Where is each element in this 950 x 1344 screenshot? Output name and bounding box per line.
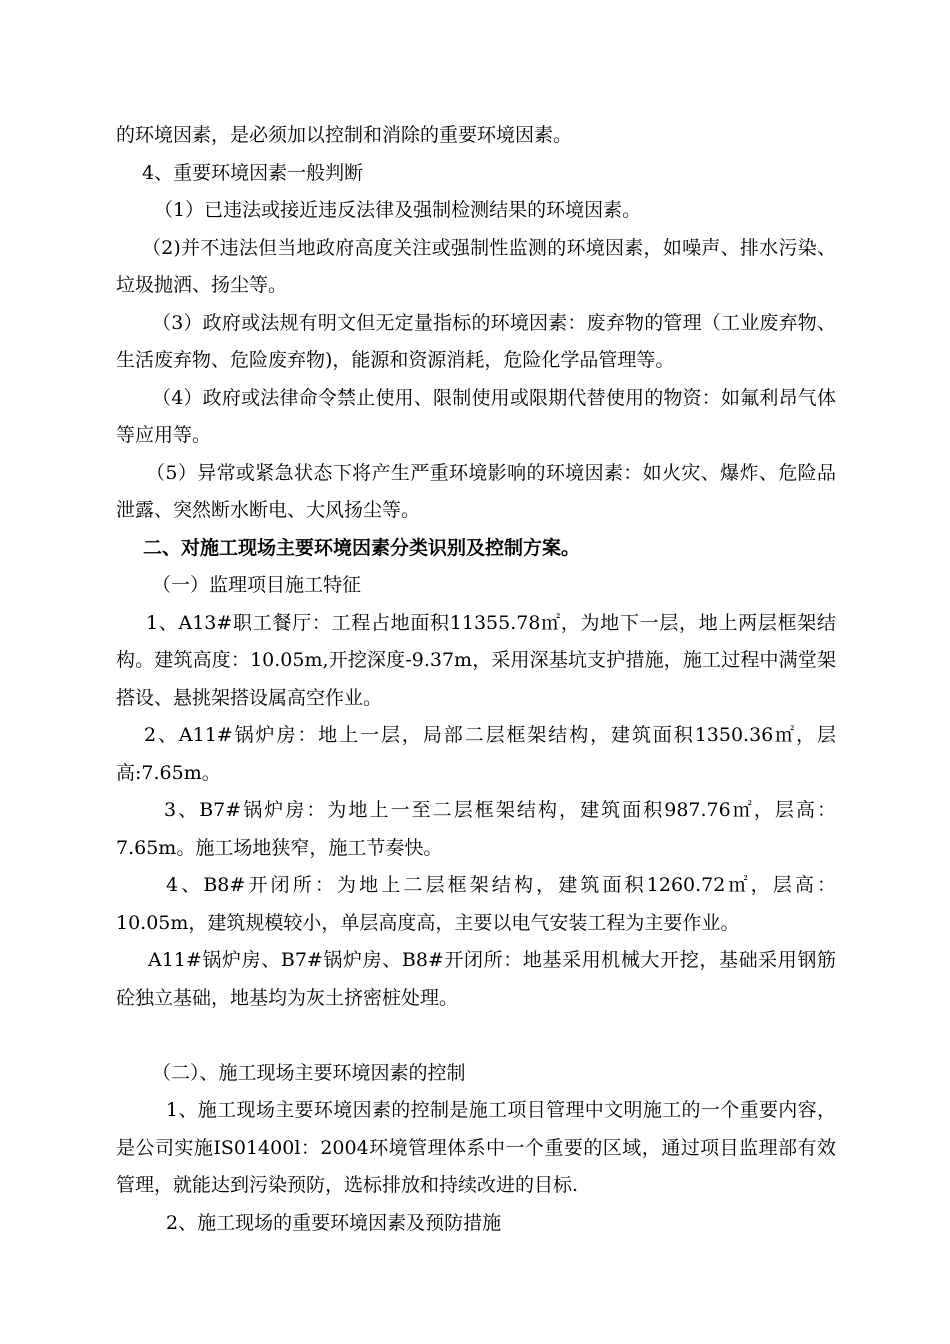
foundation-note: A11#锅炉房、B7#锅炉房、B8#开闭所：地基采用机械大开挖，基础采用钢筋砼独立基础，地基均为灰土挤密桩处理。: [116, 949, 836, 1009]
paragraph-continuation: 的环境因素，是必须加以控制和消除的重要环境因素。: [116, 124, 573, 146]
heading-important-factor-judgment: 4、重要环境因素一般判断: [142, 161, 364, 184]
control-item-2: 2、施工现场的重要环境因素及预防措施: [166, 1211, 502, 1234]
project-item-b8: 4、B8#开闭所：为地上二层框架结构，建筑面积1260.72㎡，层高：10.05m，建筑规模较小，单层高度高，主要以电气安装工程为主要作业。: [116, 874, 836, 934]
section-heading-2: 二、对施工现场主要环境因素分类识别及控制方案。: [143, 536, 581, 559]
list-item-2: （2)并不违法但当地政府高度关注或强制性监测的环境因素，如噪声、排水污染、垃圾抛洒、扬尘等。: [116, 236, 836, 296]
list-item-5: （5）异常或紧急状态下将产生严重环境影响的环境因素：如火灾、爆炸、危险品泄露、突然断水断电、大风扬尘等。: [116, 461, 836, 521]
subsection-heading-1: （一）监理项目施工特征: [152, 574, 362, 596]
document-body: [116, 117, 836, 1242]
blank-line: [116, 1017, 836, 1055]
list-item-4: （4）政府或法律命令禁止使用、限制使用或限期代替使用的物资：如氟利昂气体等应用等。: [116, 386, 836, 446]
project-item-a13: 1、A13#职工餐厅：工程占地面积11355.78㎡，为地下一层，地上两层框架结构。建筑高度：10.05m,开挖深度-9.37m，采用深基坑支护措施，施工过程中满堂架搭设、悬挑架搭设属高空作业。: [116, 611, 836, 709]
subsection-heading-2: （二）、施工现场主要环境因素的控制: [152, 1061, 466, 1084]
project-item-a11: 2、A11#锅炉房：地上一层，局部二层框架结构，建筑面积1350.36㎡，层高:7.65m。: [116, 724, 836, 784]
project-item-b7: 3、B7#锅炉房：为地上一至二层框架结构，建筑面积987.76㎡，层高：7.65m。施工场地狭窄，施工节奏快。: [116, 799, 836, 859]
list-item-1: （1）已违法或接近违反法律及强制检测结果的环境因素。: [154, 199, 642, 221]
control-item-1: 1、施工现场主要环境因素的控制是施工项目管理中文明施工的一个重要内容，是公司实施IS01400l：2004环境管理体系中一个重要的区域，通过项目监理部有效管理，就能达到污染预防，选标排放和持续改进的目标.: [116, 1099, 836, 1196]
list-item-3: （3）政府或法规有明文但无定量指标的环境因素：废弃物的管理（工业废弃物、生活废弃物、危险废弃物)，能源和资源消耗，危险化学品管理等。: [116, 311, 836, 371]
